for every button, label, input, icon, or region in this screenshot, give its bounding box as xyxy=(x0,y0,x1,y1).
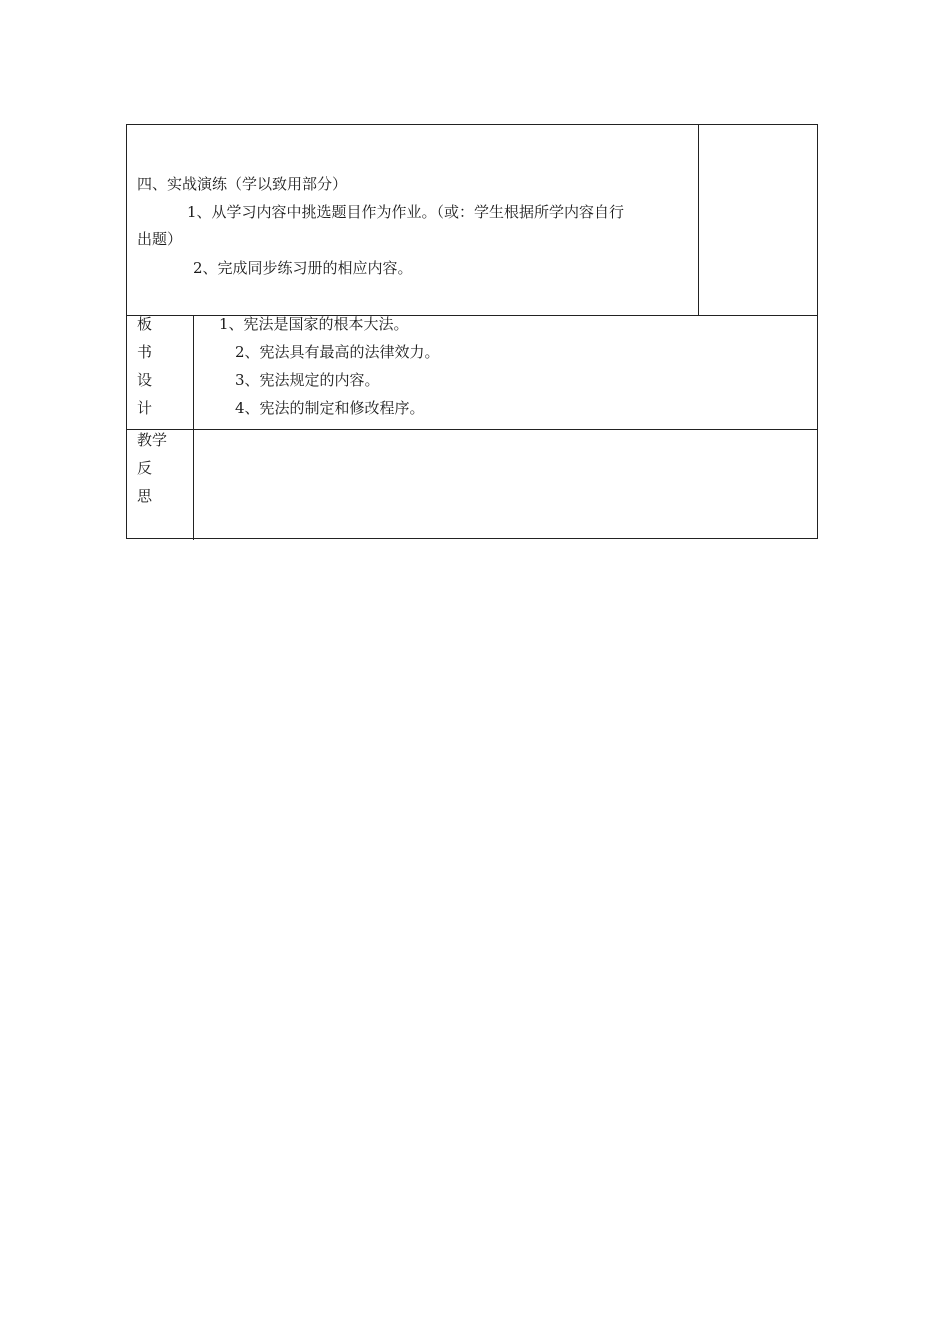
reflection-label-line: 反 xyxy=(137,459,153,477)
board-design-label xyxy=(127,315,194,429)
board-design-content xyxy=(194,315,817,429)
teaching-reflection-label xyxy=(127,429,194,540)
board-label-char: 设 xyxy=(137,371,153,389)
practice-item-1-line-2: 出题） xyxy=(137,230,183,248)
practice-heading: 四、实战演练（学以致用部分） xyxy=(137,175,348,193)
board-item-3: 3、宪法规定的内容。 xyxy=(235,371,380,389)
board-item-1: 1、宪法是国家的根本大法。 xyxy=(219,315,409,333)
board-item-4: 4、宪法的制定和修改程序。 xyxy=(235,399,425,417)
board-design-row xyxy=(127,315,817,430)
practice-row xyxy=(127,125,817,316)
board-label-char: 计 xyxy=(137,399,153,417)
teaching-reflection-content xyxy=(194,429,817,540)
reflection-label-line: 思 xyxy=(137,487,153,505)
reflection-label-line: 教学 xyxy=(137,431,168,449)
practice-side-cell xyxy=(699,125,817,315)
board-item-2: 2、宪法具有最高的法律效力。 xyxy=(235,343,440,361)
board-label-char: 板 xyxy=(137,315,153,333)
teaching-reflection-row xyxy=(127,429,817,540)
practice-cell xyxy=(127,125,699,315)
practice-item-2: 2、完成同步练习册的相应内容。 xyxy=(193,259,413,277)
practice-item-1-line-1: 1、从学习内容中挑选题目作为作业。（或：学生根据所学内容自行 xyxy=(187,203,625,221)
board-label-char: 书 xyxy=(137,343,153,361)
lesson-plan-table xyxy=(126,124,818,539)
